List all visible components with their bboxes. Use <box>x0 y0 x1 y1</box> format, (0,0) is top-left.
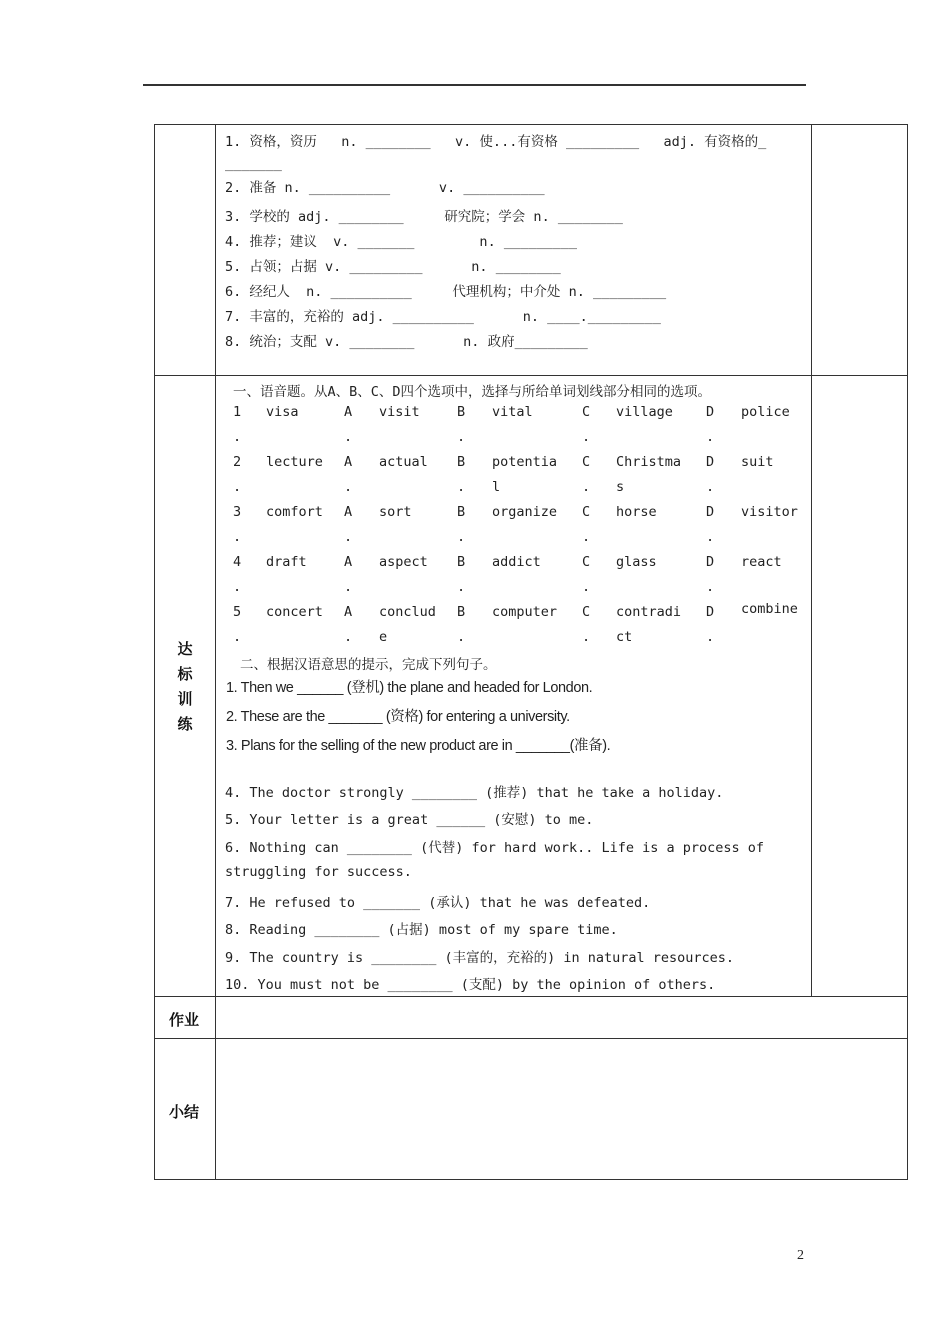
row-number: 5 . <box>233 604 242 645</box>
option-d: visitor <box>741 504 798 520</box>
vocab-line: 6. 经纪人 n. __________ 代理机构；中介处 n. _________ <box>225 284 667 300</box>
letter-a: A . <box>344 404 353 445</box>
given-word: comfort <box>266 504 323 520</box>
vocab-line: 4. 推荐；建议 v. _______ n. _________ <box>225 234 577 250</box>
letter-c: C . <box>582 504 591 545</box>
section1-title: 一、语音题。从A、B、C、D四个选项中，选择与所给单词划线部分相同的选项。 <box>233 384 712 400</box>
option-a: actual <box>379 454 428 470</box>
row-number: 4 . <box>233 554 242 595</box>
letter-c: C . <box>582 604 591 645</box>
option-c: glass <box>616 554 657 570</box>
letter-b: B . <box>457 504 466 545</box>
given-word: draft <box>266 554 307 570</box>
row-divider-vocab <box>155 375 907 376</box>
letter-c: C . <box>582 554 591 595</box>
lesson-table <box>154 124 908 1180</box>
sentence-item: 7. He refused to _______ (承认) that he was defeated. <box>225 895 651 911</box>
row-divider-practice <box>155 996 907 997</box>
letter-b: B . <box>457 604 466 645</box>
option-a: aspect <box>379 554 428 570</box>
sentence-item: 6. Nothing can ________ (代替) for hard work.. Life is a process of <box>225 840 765 856</box>
letter-b: B . <box>457 554 466 595</box>
option-d: combine <box>741 601 798 617</box>
option-c: village <box>616 404 673 420</box>
sentence-item: 10. You must not be ________ (支配) by the opinion of others. <box>225 977 716 993</box>
letter-a: A . <box>344 454 353 495</box>
letter-c: C . <box>582 454 591 495</box>
letter-a: A . <box>344 504 353 545</box>
option-c: horse <box>616 504 657 520</box>
sentence-item: 5. Your letter is a great ______ (安慰) to me. <box>225 812 594 828</box>
option-d: react <box>741 554 782 570</box>
letter-c: C . <box>582 404 591 445</box>
homework-label: 作业 <box>169 1011 200 1029</box>
vocab-line: _______ <box>225 156 282 172</box>
sentence-item: 9. The country is ________ (丰富的，充裕的) in natural resources. <box>225 950 735 966</box>
sentence-item: struggling for success. <box>225 864 412 880</box>
option-a: visit <box>379 404 420 420</box>
row-number: 1 . <box>233 404 242 445</box>
practice-label: 达 标 训 练 <box>177 640 193 733</box>
vocab-line: 8. 统治；支配 v. ________ n. 政府_________ <box>225 334 588 350</box>
row-number: 3 . <box>233 504 242 545</box>
page-number: 2 <box>797 1248 804 1263</box>
letter-d: D . <box>706 504 715 545</box>
option-b: organize <box>492 504 558 520</box>
option-a: conclud e <box>379 604 436 645</box>
sentence-item: 3. Plans for the selling of the new product are in _______(准备). <box>226 738 611 754</box>
option-d: police <box>741 404 790 420</box>
header-rule <box>143 84 806 86</box>
sentence-item: 8. Reading ________ (占据) most of my spare time. <box>225 922 618 938</box>
sentence-item: 4. The doctor strongly ________ (推荐) that he take a holiday. <box>225 785 724 801</box>
letter-d: D . <box>706 404 715 445</box>
letter-b: B . <box>457 454 466 495</box>
option-c: contradi ct <box>616 604 682 645</box>
sentence-item: 2. These are the _______ (资格) for entering a university. <box>226 709 570 725</box>
row-divider-homework <box>155 1038 907 1039</box>
right-column-divider <box>811 125 812 996</box>
vocab-line: 3. 学校的 adj. ________ 研究院；学会 n. ________ <box>225 209 623 225</box>
letter-d: D . <box>706 604 715 645</box>
option-b: potentia l <box>492 454 558 495</box>
option-c: Christma s <box>616 454 682 495</box>
section2-title: 二、根据汉语意思的提示，完成下列句子。 <box>240 657 497 673</box>
letter-a: A . <box>344 604 353 645</box>
vocab-line: 2. 准备 n. __________ v. __________ <box>225 180 545 196</box>
letter-b: B . <box>457 404 466 445</box>
sentence-item: 1. Then we ______ (登机) the plane and headed for London. <box>226 680 593 696</box>
given-word: visa <box>266 404 299 420</box>
option-a: sort <box>379 504 412 520</box>
letter-d: D . <box>706 454 715 495</box>
option-d: suit <box>741 454 774 470</box>
vocab-line: 7. 丰富的，充裕的 adj. __________ n. ____._________ <box>225 309 661 325</box>
label-column-divider <box>215 125 216 1179</box>
given-word: concert <box>266 604 323 620</box>
row-number: 2 . <box>233 454 242 495</box>
option-b: computer <box>492 604 558 620</box>
vocab-line: 1. 资格，资历 n. ________ v. 使...有资格 _________ adj. 有资格的_ <box>225 134 767 150</box>
option-b: addict <box>492 554 541 570</box>
letter-d: D . <box>706 554 715 595</box>
given-word: lecture <box>266 454 323 470</box>
vocab-line: 5. 占领；占据 v. _________ n. ________ <box>225 259 561 275</box>
letter-a: A . <box>344 554 353 595</box>
summary-label: 小结 <box>169 1103 200 1121</box>
option-b: vital <box>492 404 533 420</box>
